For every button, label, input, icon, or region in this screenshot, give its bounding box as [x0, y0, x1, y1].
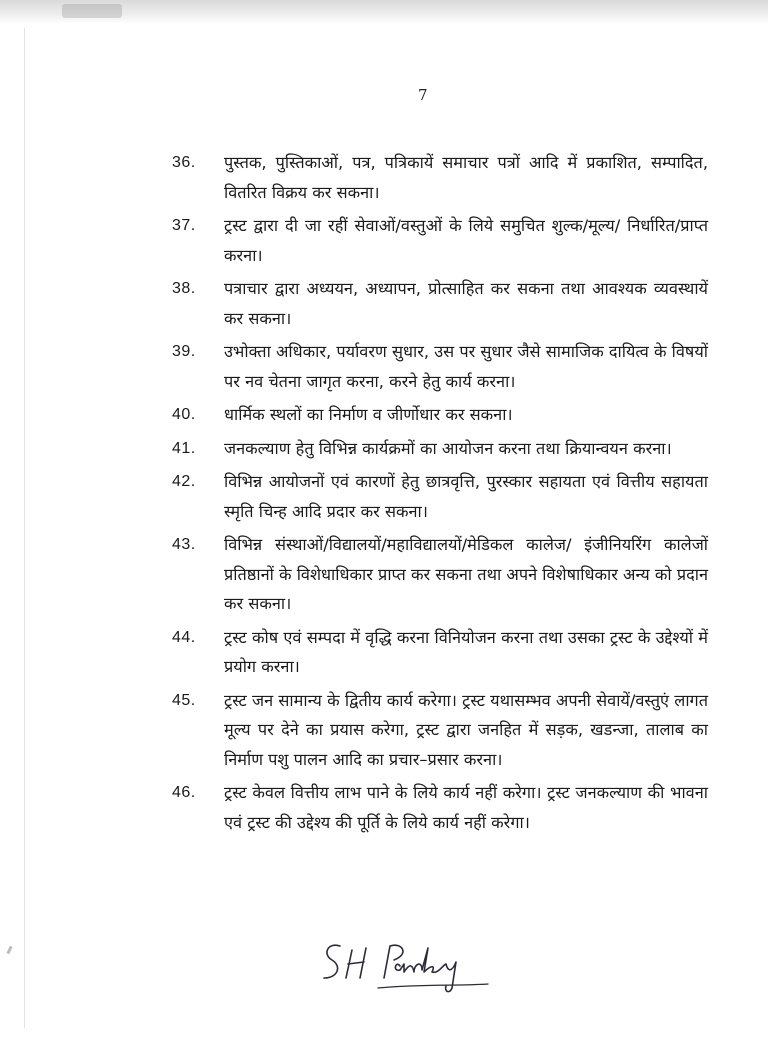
- clause-text: जनकल्याण हेतु विभिन्न कार्यक्रमों का आयोजन करना तथा क्रियान्वयन करना।: [224, 438, 672, 458]
- clause-number: 39.: [172, 343, 196, 360]
- clause-item: [172, 434, 708, 464]
- clause-number: 45.: [172, 691, 196, 709]
- clause-list: [172, 148, 708, 841]
- clause-item: [172, 400, 708, 430]
- clause-number: 37.: [172, 217, 196, 234]
- clause-text: पुस्तक, पुस्तिकाओं, पत्र, पत्रिकायें समाचार पत्रों आदि में प्रकाशित, सम्पादित, वितरित विक्रय कर सकना।: [224, 153, 708, 202]
- clause-text: ट्रस्ट केवल वित्तीय लाभ पाने के लिये कार्य नहीं करेगा। ट्रस्ट जनकल्याण की भावना एवं ट्रस्ट की उद्देश्य की पूर्ति के लिये कार्य नहीं करेगा।: [224, 783, 708, 832]
- clause-number: 41.: [172, 439, 196, 457]
- clause-text: ट्रस्ट कोष एवं सम्पदा में वृद्धि करना विनियोजन करना तथा उसका ट्रस्ट के उद्देश्यों में प्रयोग करना।: [224, 627, 708, 676]
- clause-item: [172, 274, 708, 333]
- clause-item: [172, 530, 708, 619]
- clause-number: 36.: [172, 154, 196, 171]
- clause-text: विभिन्न आयोजनों एवं कारणों हेतु छात्रवृत्ति, पुरस्कार सहायता एवं वित्तीय सहायता स्मृति चिन्ह आदि प्रदार कर सकना।: [224, 472, 708, 521]
- clause-number: 44.: [172, 628, 196, 646]
- clause-number: 42.: [172, 473, 196, 490]
- clause-text: ट्रस्ट जन सामान्य के द्वितीय कार्य करेगा। ट्रस्ट यथासम्भव अपनी सेवायें/वस्तुएं लागत मूल्य पर देने का प्रयास करेगा, ट्रस्ट द्वारा जनहित में सड़क, खडन्जा, तालाब का निर्माण पशु पालन आदि का प्रचार–प्रसार करना।: [224, 690, 708, 769]
- clause-item: [172, 337, 708, 396]
- clause-text: धार्मिक स्थलों का निर्माण व जीर्णोधार कर सकना।: [224, 405, 513, 424]
- clause-item: [172, 623, 708, 682]
- clause-item: [172, 467, 708, 526]
- clause-text: ट्रस्ट द्वारा दी जा रहीं सेवाओं/वस्तुओं के लिये समुचित शुल्क/मूल्य/ निर्धारित/प्राप्त करना।: [224, 216, 708, 265]
- clause-number: 46.: [172, 784, 196, 801]
- clause-text: विभिन्न संस्थाओं/विद्यालयों/महाविद्यालयों/मेडिकल कालेज/ इंजीनियरिंग कालेजों प्रतिष्ठानों के विशेधाधिकार प्राप्त कर सकना तथा अपने विशेषाधिकार अन्य को प्रदान कर सकना।: [224, 535, 708, 613]
- clause-item: [172, 148, 708, 207]
- scan-speck: [6, 946, 12, 955]
- clause-item: [172, 686, 708, 775]
- clause-text: पत्राचार द्वारा अध्ययन, अध्यापन, प्रोत्साहित कर सकना तथा आवश्यक व्यवस्थायें कर सकना।: [224, 279, 708, 328]
- page-number: 7: [418, 86, 428, 104]
- faint-header-mark: [62, 4, 122, 18]
- scan-top-edge: [0, 0, 768, 24]
- clause-item: [172, 778, 708, 837]
- page-left-edge: [24, 28, 25, 1028]
- handwritten-signature: [318, 932, 508, 1002]
- clause-number: 40.: [172, 406, 196, 423]
- clause-number: 38.: [172, 280, 196, 297]
- clause-number: 43.: [172, 536, 196, 553]
- clause-item: [172, 211, 708, 270]
- clause-text: उभोक्ता अधिकार, पर्यावरण सुधार, उस पर सुधार जैसे सामाजिक दायित्व के विषयों पर नव चेतना जागृत करना, करने हेतु कार्य करना।: [224, 342, 708, 391]
